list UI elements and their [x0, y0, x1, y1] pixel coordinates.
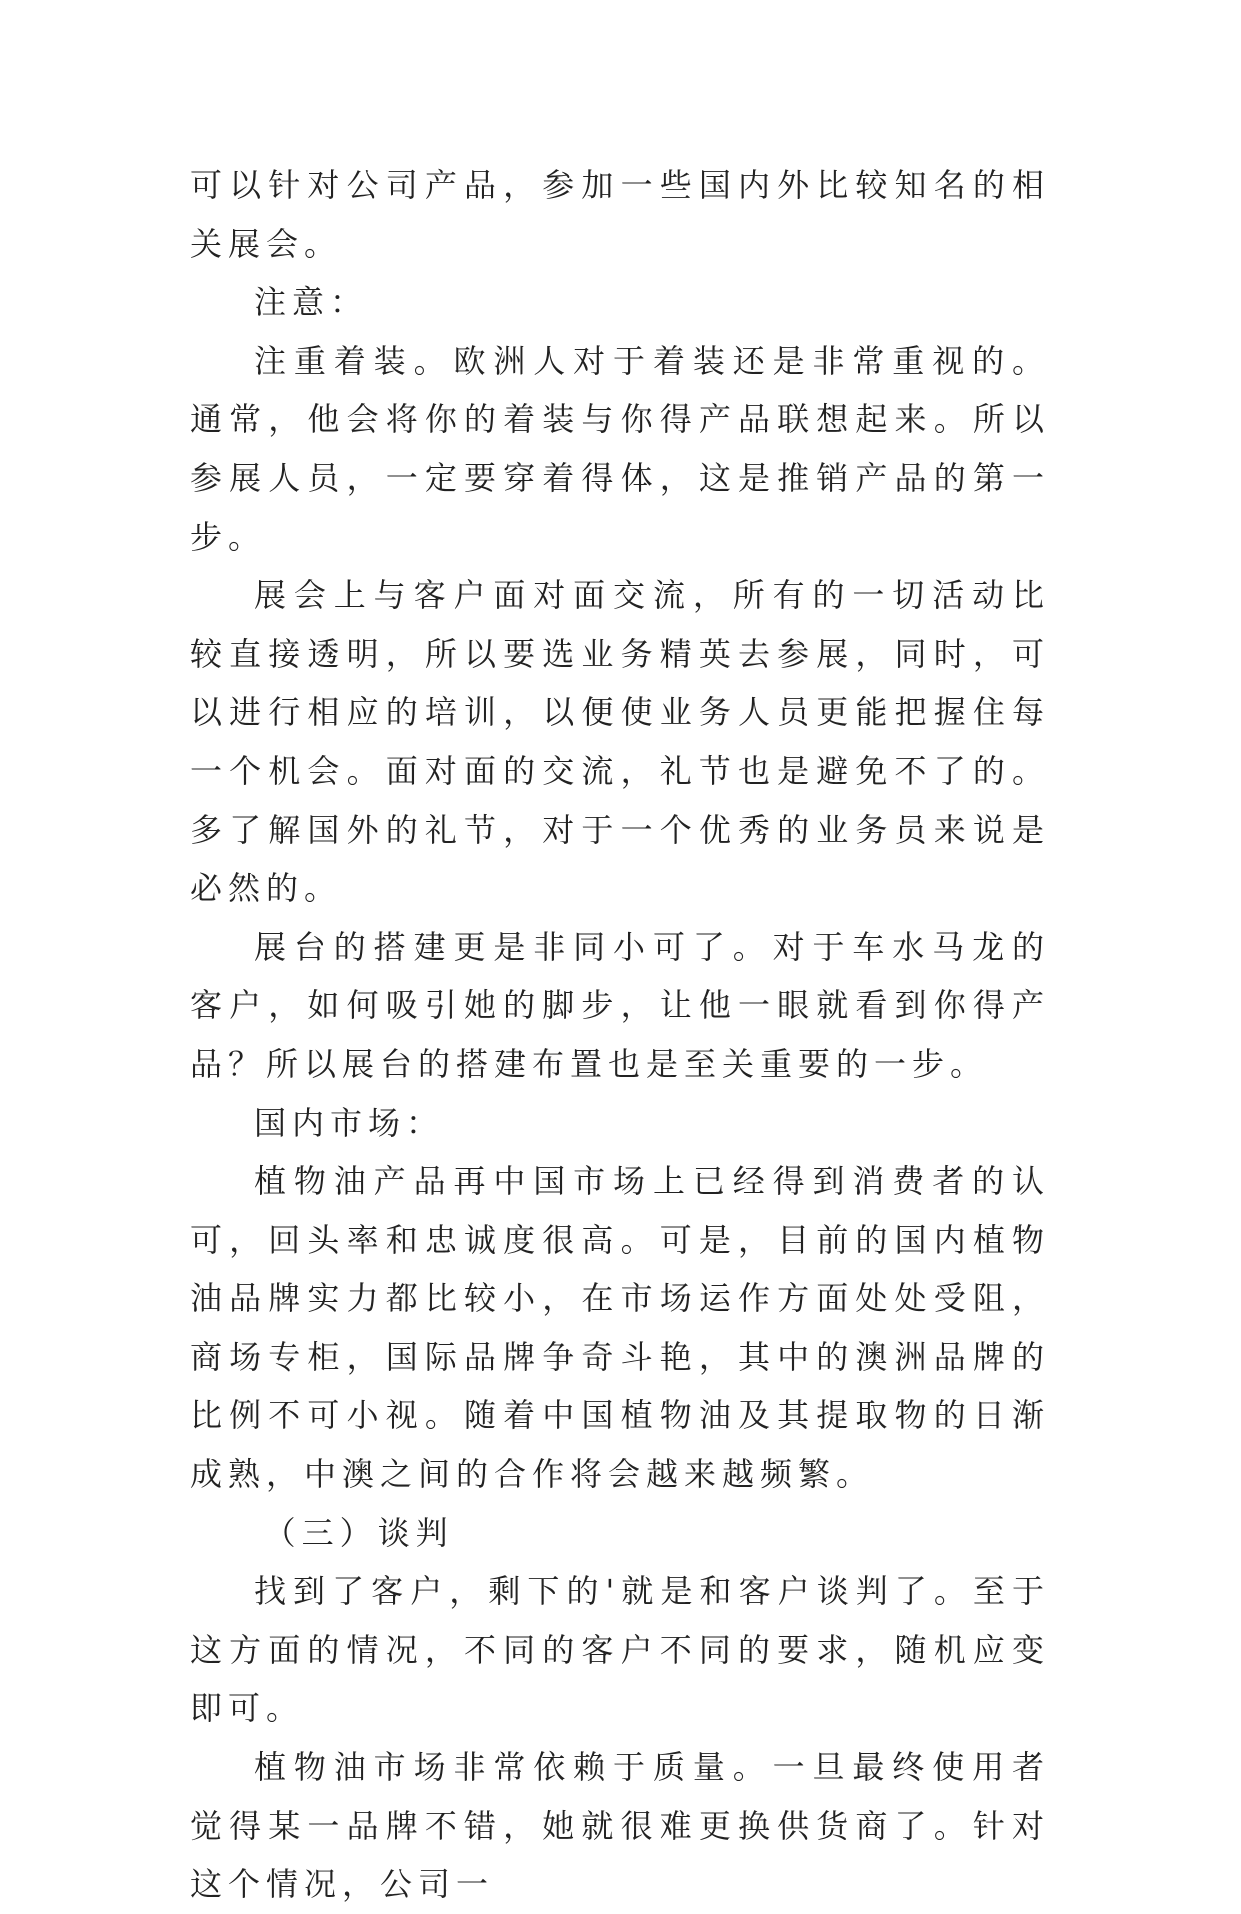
paragraph-quality: 植物油市场非常依赖于质量。一旦最终使用者觉得某一品牌不错，她就很难更换供货商了。针对这个情况，公司一	[190, 1748, 1050, 1904]
paragraph-domestic-market-heading: 国内市场：	[254, 1103, 445, 1142]
paragraph-dress: 注重着装。欧洲人对于着装还是非常重视的。通常，他会将你的着装与你得产品联想起来。所以参展人员，一定要穿着得体，这是推销产品的第一步。	[190, 341, 1050, 556]
paragraph-face-to-face: 展会上与客户面对面交流，所有的一切活动比较直接透明，所以要选业务精英去参展，同时，可以进行相应的培训，以便使业务人员更能把握住每一个机会。面对面的交流，礼节也是避免不了的。多了解国外的礼节，对于一个优秀的业务员来说是必然的。	[190, 576, 1050, 908]
paragraph-domestic-market: 植物油产品再中国市场上已经得到消费者的认可，回头率和忠诚度很高。可是，目前的国内植物油品牌实力都比较小，在市场运作方面处处受阻，商场专柜，国际品牌争奇斗艳，其中的澳洲品牌的比例不可小视。随着中国植物油及其提取物的日渐成熟，中澳之间的合作将会越来越频繁。	[190, 1162, 1050, 1494]
document-body	[190, 156, 1050, 1914]
paragraph-attention-heading: 注意：	[254, 283, 369, 322]
paragraph-negotiation: 找到了客户，剩下的'就是和客户谈判了。至于这方面的情况，不同的客户不同的要求，随机应变即可。	[190, 1572, 1050, 1728]
paragraph-booth: 展台的搭建更是非同小可了。对于车水马龙的客户，如何吸引她的脚步，让他一眼就看到你得产品？所以展台的搭建布置也是至关重要的一步。	[190, 927, 1050, 1083]
section-heading-negotiation: （三）谈判	[263, 1513, 454, 1552]
paragraph-exhibitions: 可以针对公司产品，参加一些国内外比较知名的相关展会。	[190, 166, 1050, 263]
